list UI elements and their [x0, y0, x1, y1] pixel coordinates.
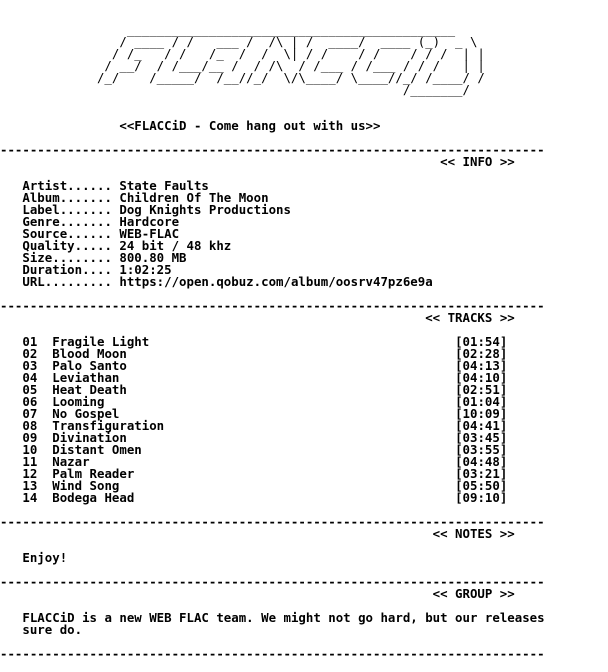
track-row: 04 Leviathan [04:10] [22, 370, 508, 385]
group-text: FLACCiD is a new WEB FLAC team. We might not go hard, but our releases [22, 610, 545, 625]
section-header-info: << INFO >> [440, 154, 515, 169]
info-row-genre: Genre....... Hardcore [22, 214, 180, 229]
track-row: 12 Palm Reader [03:21] [22, 466, 508, 481]
track-row: 01 Fragile Light [01:54] [22, 334, 508, 349]
track-row: 08 Transfiguration [04:41] [22, 418, 508, 433]
group-text: sure do. [22, 622, 83, 637]
info-row-duration: Duration.... 1:02:25 [22, 262, 172, 277]
info-row-quality: Quality..... 24 bit / 48 khz [22, 238, 232, 253]
track-row: 13 Wind Song [05:50] [22, 478, 508, 493]
logo-art-line: / /_ / / /_ / / \| / / / / / / / | | [0, 46, 485, 61]
track-row: 10 Distant Omen [03:55] [22, 442, 508, 457]
info-row-source: Source...... WEB-FLAC [22, 226, 180, 241]
nfo-document [0, 24, 545, 660]
divider: ------------------------------------------------------------------------- [0, 646, 545, 661]
divider: ------------------------------------------------------------------------- [0, 574, 545, 589]
section-header-notes: << NOTES >> [432, 526, 515, 541]
info-row-album: Album....... Children Of The Moon [22, 190, 269, 205]
track-row: 03 Palo Santo [04:13] [22, 358, 508, 373]
divider: ------------------------------------------------------------------------- [0, 514, 545, 529]
logo-art-line: /_/ /_____/ /__//_/ \/\____/ \____//_/ /____/ / [0, 70, 485, 85]
section-header-group: << GROUP >> [432, 586, 515, 601]
tagline: <<FLACCiD - Come hang out with us>> [119, 118, 381, 133]
divider: ------------------------------------------------------------------------- [0, 298, 545, 313]
notes-text: Enjoy! [22, 550, 68, 565]
logo-art-line: / __/ / /___/__ / / /\ / /___ / /___ / / / | | [0, 58, 485, 73]
info-row-size: Size........ 800.80 MB [22, 250, 187, 265]
track-row: 05 Heat Death [02:51] [22, 382, 508, 397]
info-row-url: URL......... https://open.qobuz.com/album/oosrv47pz6e9a [22, 274, 433, 289]
section-header-tracks: << TRACKS >> [425, 310, 515, 325]
track-row: 14 Bodega Head [09:10] [22, 490, 508, 505]
logo-art-line: /_______/ [0, 82, 470, 97]
track-row: 11 Nazar [04:48] [22, 454, 508, 469]
track-row: 02 Blood Moon [02:28] [22, 346, 508, 361]
info-row-label: Label....... Dog Knights Productions [22, 202, 291, 217]
track-row: 07 No Gospel [10:09] [22, 406, 508, 421]
divider: ------------------------------------------------------------------------- [0, 142, 545, 157]
track-row: 06 Looming [01:04] [22, 394, 508, 409]
logo-art-line: ____________________________________________ [0, 22, 456, 37]
logo-art-line: / ____ / / ___ / /\ | / ____/ ____ (_) _ \ [0, 34, 478, 49]
track-row: 09 Divination [03:45] [22, 430, 508, 445]
info-row-artist: Artist...... State Faults [22, 178, 209, 193]
